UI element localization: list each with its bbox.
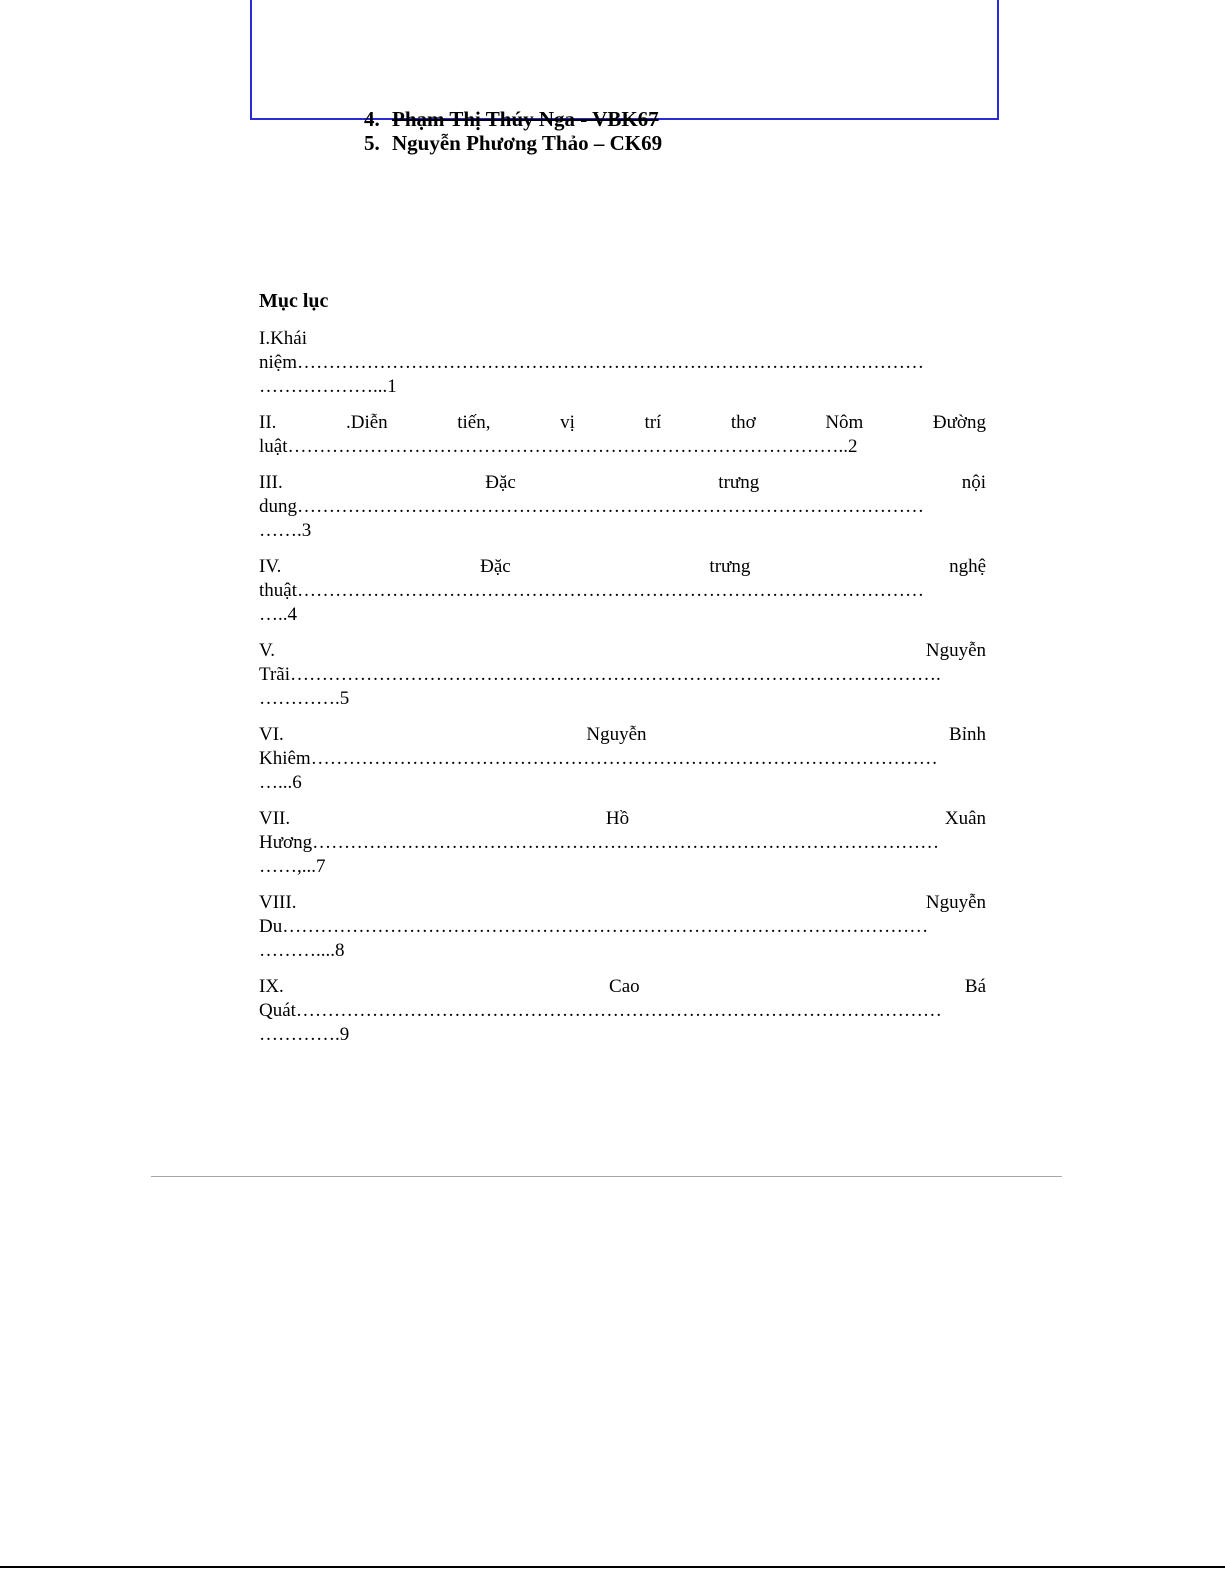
toc-word: I.Khái [259,328,308,349]
toc-word: trưng [718,472,760,493]
toc-word: Bá [964,976,986,997]
toc-word: Hồ [605,808,630,829]
toc-word: Xuân [944,808,986,829]
toc-entry-page: ………………...1 [259,376,397,397]
toc-entry-leader: thuật……………………………………………………………………………………… [259,580,924,601]
toc-word: .Diễn [345,412,388,433]
toc-entry-heading [259,807,986,831]
toc-word: VI. [259,724,284,745]
toc-entry-page: …….3 [259,520,312,541]
toc-entry[interactable] [259,327,986,399]
toc-word: Nguyễn [925,892,986,913]
toc-word: trí [644,412,662,433]
toc-entry-leader: dung……………………………………………………………………………………… [259,496,924,517]
toc-entry-page: ………....8 [259,940,345,961]
member-number: 4. [364,107,380,131]
toc-word: vị [560,412,575,433]
table-of-contents [259,289,986,1059]
toc-word: Nôm [825,412,864,433]
toc-entry-heading [259,891,986,915]
toc-entry[interactable] [259,723,986,795]
member-item [364,107,662,131]
toc-entry-heading [259,639,986,663]
toc-entry[interactable] [259,639,986,711]
toc-word: trưng [709,556,751,577]
toc-entry-leader: Du………………………………………………………………………………………… [259,916,929,937]
toc-entry[interactable] [259,975,986,1047]
toc-entry[interactable] [259,471,986,543]
toc-word: VIII. [259,892,297,913]
toc-entry-leader: luật……………………………………………………………………………..2 [259,436,858,457]
member-name: Nguyễn Phương Thảo – CK69 [392,131,663,155]
toc-word: thơ [730,412,756,433]
toc-entry-heading [259,471,986,495]
toc-entry[interactable] [259,411,986,459]
toc-word: IV. [259,556,282,577]
toc-entry-leader: Khiêm……………………………………………………………………………………… [259,748,938,769]
toc-entry-page: ……,...7 [259,856,326,877]
toc-word: nghệ [949,556,986,577]
toc-word: Đường [932,412,986,433]
page-divider [151,1176,1062,1177]
toc-entry-leader: Trãi…………………………………………………………………………………………. [259,664,941,685]
toc-word: Đặc [485,472,516,493]
member-list [364,107,662,155]
toc-word: Nguyễn [925,640,986,661]
toc-entry-leader: Hương……………………………………………………………………………………… [259,832,940,853]
toc-word: V. [259,640,276,661]
toc-entry-page: ………….9 [259,1024,350,1045]
toc-entry-heading [259,555,986,579]
toc-entry-page: …...6 [259,772,302,793]
toc-entry-page: …..4 [259,604,297,625]
toc-entry-leader: niệm……………………………………………………………………………………… [259,352,924,373]
toc-entry-page: ………….5 [259,688,350,709]
bottom-border [0,1566,1225,1568]
toc-entry-heading [259,327,986,351]
toc-entries [259,327,986,1047]
toc-title: Mục lục [259,290,329,312]
toc-entry[interactable] [259,891,986,963]
toc-word: tiến, [457,412,491,433]
member-item [364,131,662,155]
toc-word: Cao [609,976,640,997]
toc-word: II. [259,412,277,433]
toc-entry-heading [259,975,986,999]
toc-word: nội [961,472,986,493]
toc-entry-leader: Quát………………………………………………………………………………………… [259,1000,942,1021]
toc-entry[interactable] [259,555,986,627]
toc-entry-heading [259,411,986,435]
toc-word: III. [259,472,283,493]
toc-entry-heading [259,723,986,747]
page-frame [250,0,999,120]
member-name: Phạm Thị Thúy Nga - VBK67 [392,107,659,131]
member-number: 5. [364,131,380,155]
toc-word: IX. [259,976,284,997]
toc-entry[interactable] [259,807,986,879]
toc-word: Đặc [480,556,511,577]
toc-word: Bỉnh [949,724,986,745]
toc-word: VII. [259,808,291,829]
toc-word: Nguyễn [586,724,647,745]
